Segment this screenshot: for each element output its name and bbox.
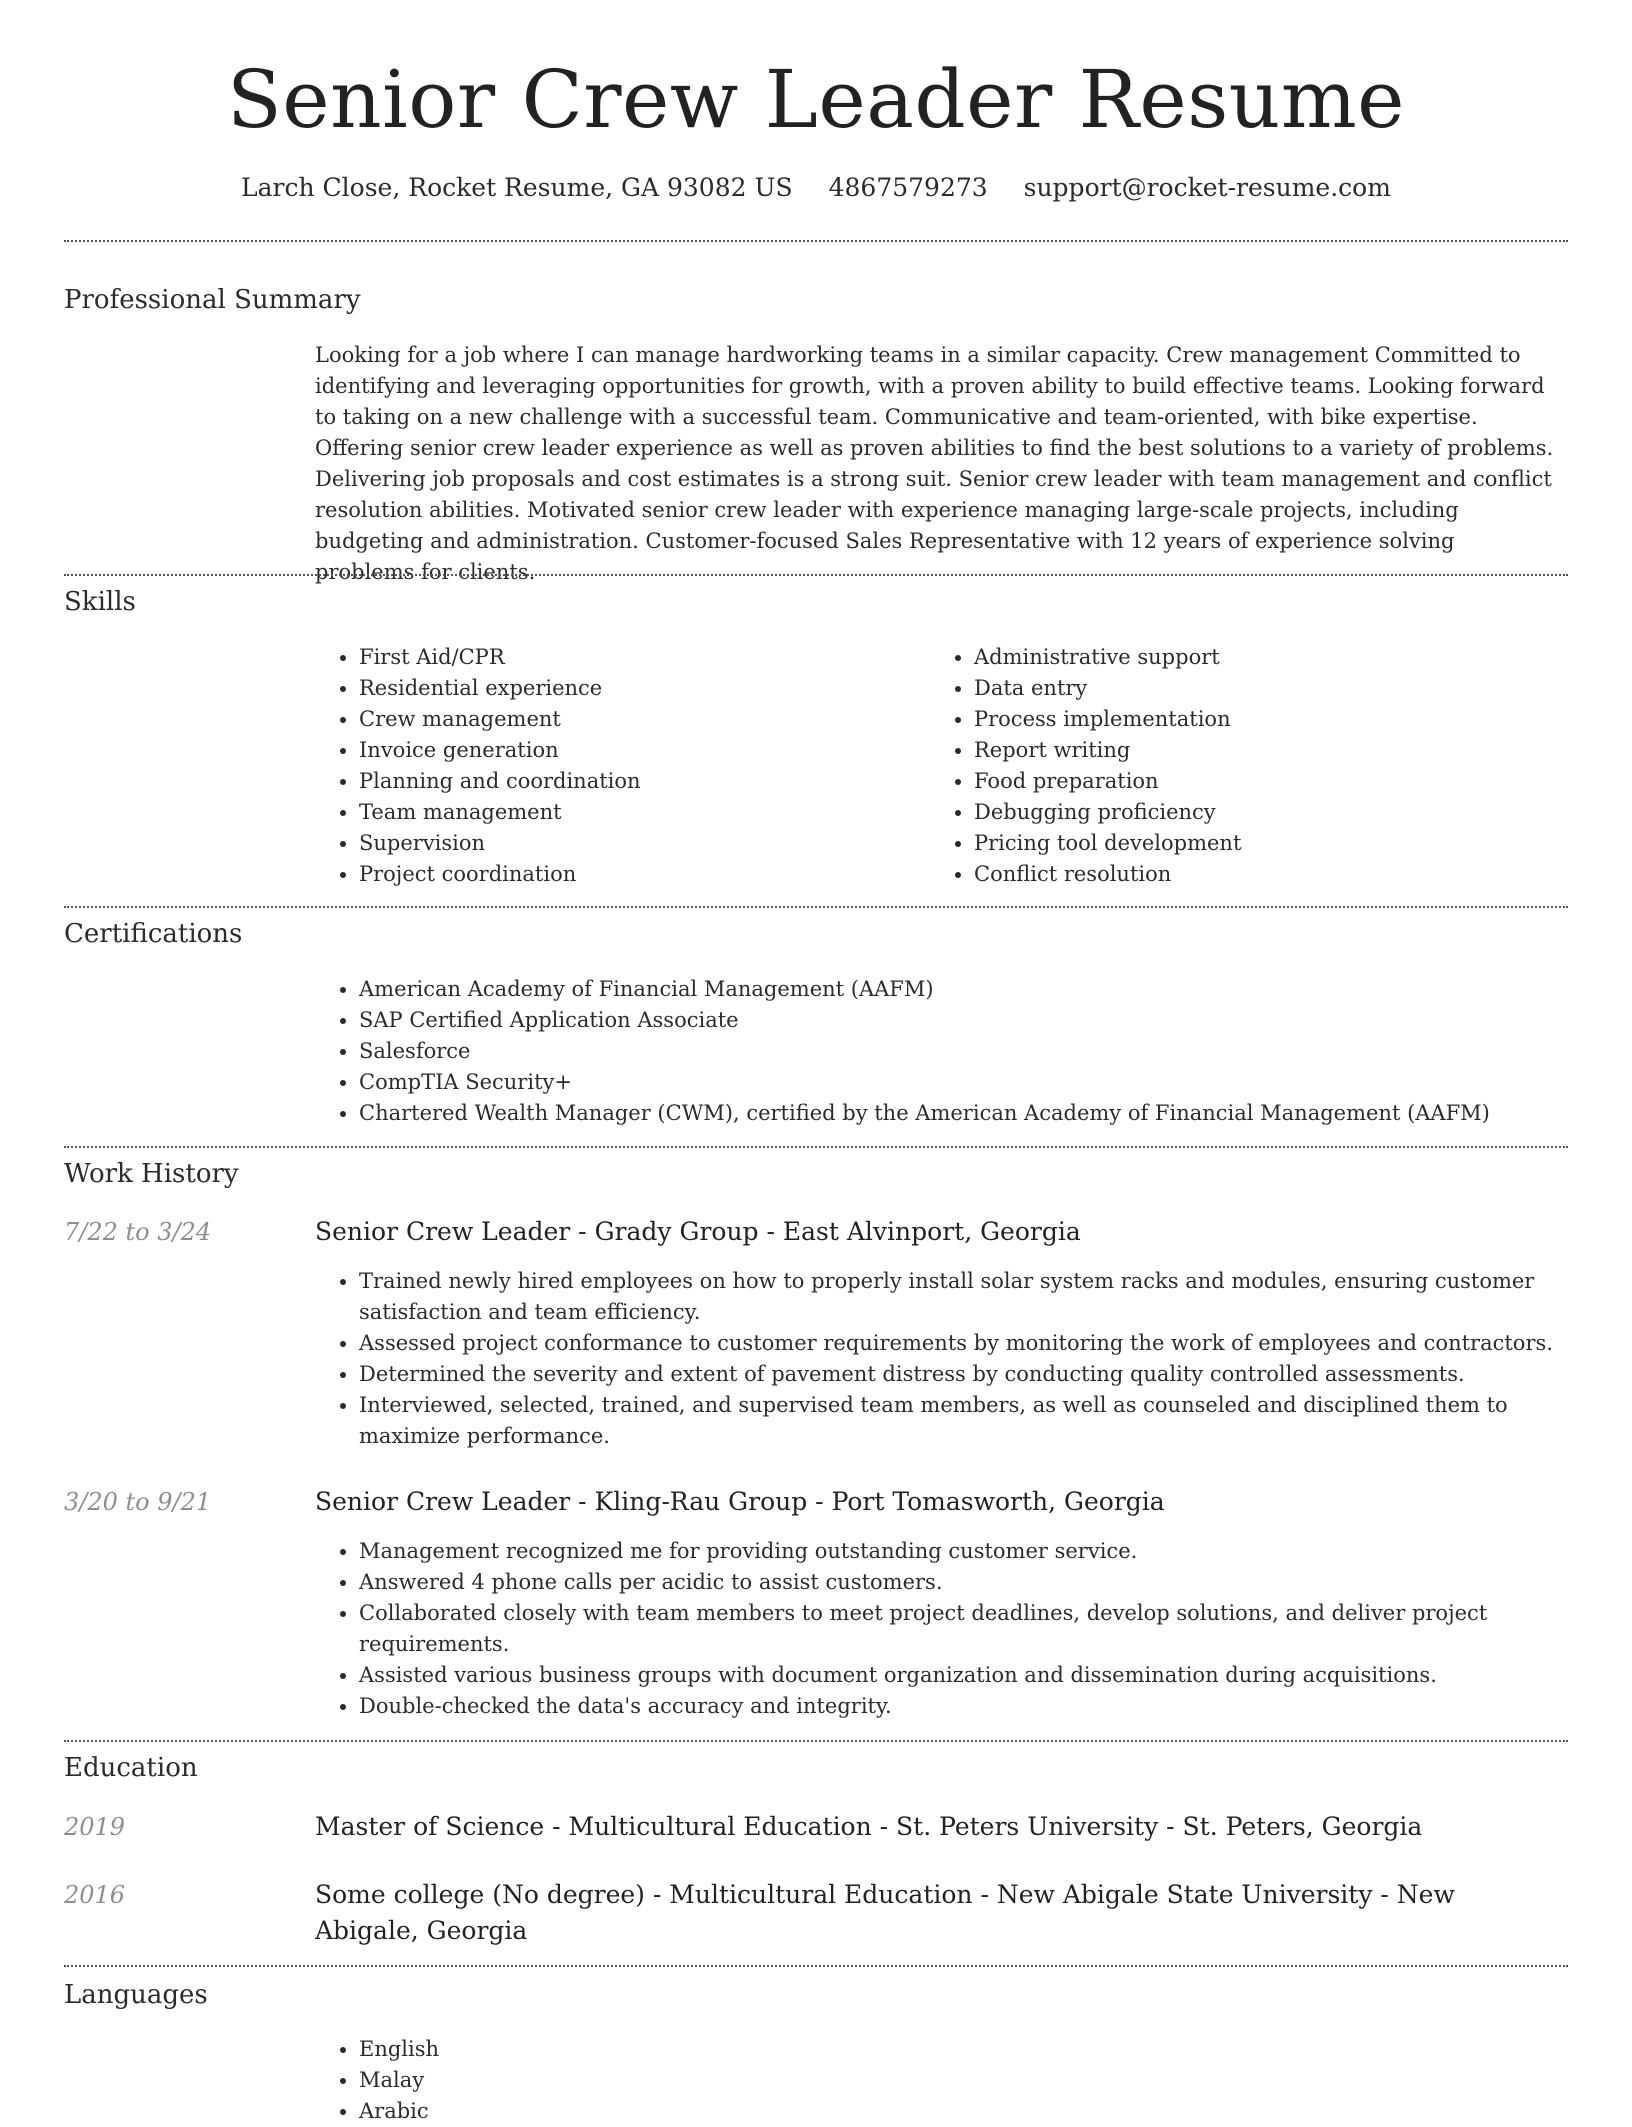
- list-item: • Planning and coordination: [359, 766, 919, 797]
- job-title: Senior Crew Leader - Grady Group - East Alvinport, Georgia: [315, 1217, 1081, 1246]
- list-item: • English: [359, 2034, 959, 2065]
- list-item: • Assisted various business groups with document organization and dissemination during acquisitions.: [359, 1660, 1604, 1691]
- list-item: • Supervision: [359, 828, 919, 859]
- list-item: • Data entry: [974, 673, 1574, 704]
- list-item: • Salesforce: [359, 1036, 1604, 1067]
- list-item: • Pricing tool development: [974, 828, 1574, 859]
- list-item: • Crew management: [359, 704, 919, 735]
- list-item: • Administrative support: [974, 642, 1574, 673]
- list-item: • Malay: [359, 2065, 959, 2096]
- list-item: • CompTIA Security+: [359, 1067, 1604, 1098]
- section-divider: [64, 906, 1568, 908]
- contact-address: Larch Close, Rocket Resume, GA 93082 US: [241, 173, 793, 202]
- languages-heading: Languages: [64, 1980, 208, 2010]
- list-item: • Double-checked the data's accuracy and integrity.: [359, 1691, 1604, 1722]
- list-item: • Report writing: [974, 735, 1574, 766]
- contact-phone: 4867579273: [828, 173, 988, 202]
- education-school: - New Abigale State University - New Abigale, Georgia: [315, 1880, 1455, 1945]
- list-item: • Interviewed, selected, trained, and supervised team members, as well as counseled and disciplined them to maximize performance.: [359, 1390, 1604, 1452]
- certifications-list: [315, 974, 1604, 1129]
- section-divider: [64, 574, 1568, 576]
- list-item: • Food preparation: [974, 766, 1574, 797]
- education-year: 2016: [64, 1881, 126, 1909]
- list-item: • First Aid/CPR: [359, 642, 919, 673]
- skills-heading: Skills: [64, 587, 136, 617]
- education-entry: [315, 1809, 1560, 1845]
- section-divider: [64, 1146, 1568, 1148]
- skills-list-left: [315, 642, 919, 890]
- summary-heading: Professional Summary: [64, 285, 361, 315]
- education-entry: [315, 1877, 1560, 1949]
- list-item: • Collaborated closely with team members to meet project deadlines, develop solutions, and deliver project requirements.: [359, 1598, 1604, 1660]
- contact-line: [0, 170, 1632, 206]
- list-item: • Debugging proficiency: [974, 797, 1574, 828]
- education-degree: Some college (No degree) - Multicultural Education: [315, 1880, 973, 1909]
- section-divider: [64, 1740, 1568, 1742]
- list-item: • American Academy of Financial Management (AAFM): [359, 974, 1604, 1005]
- list-item: • Answered 4 phone calls per acidic to assist customers.: [359, 1567, 1604, 1598]
- list-item: • Arabic: [359, 2096, 959, 2127]
- job-dates: 3/20 to 9/21: [64, 1488, 212, 1516]
- education-heading: Education: [64, 1753, 198, 1783]
- contact-email: support@rocket-resume.com: [1023, 173, 1391, 202]
- list-item: • Trained newly hired employees on how to properly install solar system racks and modules, ensuring customer satisfaction and team efficiency.: [359, 1266, 1604, 1328]
- job-bullets: [315, 1536, 1604, 1722]
- job-dates: 7/22 to 3/24: [64, 1218, 212, 1246]
- list-item: • Conflict resolution: [974, 859, 1574, 890]
- skills-list-right: [930, 642, 1574, 890]
- list-item: • Project coordination: [359, 859, 919, 890]
- list-item: • Assessed project conformance to customer requirements by monitoring the work of employees and contractors.: [359, 1328, 1604, 1359]
- list-item: • Invoice generation: [359, 735, 919, 766]
- list-item: • Process implementation: [974, 704, 1574, 735]
- list-item: • Determined the severity and extent of pavement distress by conducting quality controlled assessments.: [359, 1359, 1604, 1390]
- section-divider: [64, 240, 1568, 242]
- work-history-heading: Work History: [64, 1159, 239, 1189]
- list-item: • Residential experience: [359, 673, 919, 704]
- languages-list: [315, 2034, 959, 2127]
- job-bullets: [315, 1266, 1604, 1452]
- education-degree: Master of Science - Multicultural Education: [315, 1812, 872, 1841]
- section-divider: [64, 1965, 1568, 1967]
- list-item: • Team management: [359, 797, 919, 828]
- education-year: 2019: [64, 1813, 126, 1841]
- job-title: Senior Crew Leader - Kling-Rau Group - Port Tomasworth, Georgia: [315, 1487, 1165, 1516]
- education-school: - St. Peters University - St. Peters, Georgia: [871, 1812, 1423, 1841]
- list-item: • Management recognized me for providing outstanding customer service.: [359, 1536, 1604, 1567]
- certifications-heading: Certifications: [64, 919, 243, 949]
- list-item: • Chartered Wealth Manager (CWM), certified by the American Academy of Financial Management (AAFM): [359, 1098, 1604, 1129]
- list-item: • SAP Certified Application Associate: [359, 1005, 1604, 1036]
- page-title: Senior Crew Leader Resume: [226, 53, 1406, 146]
- summary-text: Looking for a job where I can manage hardworking teams in a similar capacity. Crew management Committed to identifying and leveraging opportunities for growth, with a proven ability to build effective teams. Looking forward to taking on a new challenge with a successful team. Communicative and team-oriented, with bike expertise. Offering senior crew leader experience as well as proven abilities to find the best solutions to a variety of problems. Delivering job proposals and cost estimates is a strong suit. Senior crew leader with team management and conflict resolution abilities. Motivated senior crew leader with experience managing large-scale projects, including budgeting and administration. Customer-focused Sales Representative with 12 years of experience solving problems for clients.: [315, 343, 1554, 584]
